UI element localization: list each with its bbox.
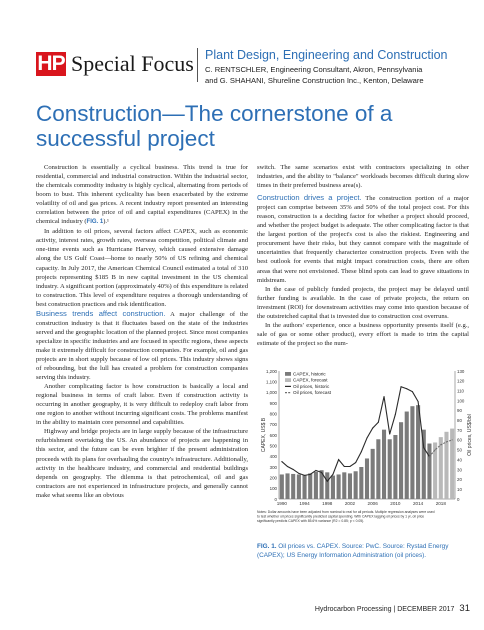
capex-bar [280, 474, 284, 499]
y2-tick-label: 80 [457, 418, 462, 424]
oil-price-point [378, 422, 379, 423]
oil-price-point [281, 461, 282, 462]
capex-bar [297, 474, 301, 499]
oil-price-point [440, 444, 441, 445]
author-line-2: and G. SHAHANI, Shureline Construction Inc., Kenton, Delaware [205, 75, 424, 85]
hp-logo: HP [37, 52, 65, 75]
y2-tick-label: 20 [457, 477, 462, 483]
paragraph [257, 193, 469, 284]
x-tick-label: 2002 [344, 501, 356, 506]
chart-notes-line: to test whether oil prices significantly predicted capital spending. With CAPEX lagging oil prices by 1 yr, oil price [257, 514, 425, 519]
capex-bar [365, 458, 369, 499]
capex-bar [416, 405, 420, 499]
article-title: Construction—The cornerstone of a successful project [36, 101, 393, 151]
paragraph: In the authors' experience, once a business opportunity presents itself (e.g., sale of gas or some other product), every effort is made to trim the capital estimate of the project so the num- [257, 321, 469, 347]
y2-tick-label: 50 [457, 447, 462, 453]
x-tick-label: 2010 [390, 501, 401, 506]
y-tick-label: 300 [269, 464, 277, 470]
capex-oil-chart [257, 367, 477, 541]
y-axis-label: CAPEX, US$ B [261, 417, 267, 453]
oil-price-point [304, 475, 305, 476]
x-tick-label: 1990 [276, 501, 287, 506]
figure-reference-link[interactable]: FIG. 1 [86, 219, 104, 226]
y-tick-label: 700 [269, 422, 277, 428]
figure-1-chart [257, 367, 477, 541]
capex-bar [342, 472, 346, 499]
y2-tick-label: 120 [457, 378, 465, 384]
oil-price-point [321, 472, 322, 473]
oil-price-point [423, 447, 424, 448]
oil-price-point [366, 437, 367, 438]
capex-bar [285, 473, 289, 499]
oil-price-point [435, 449, 436, 450]
y-tick-label: 1,100 [266, 379, 277, 385]
caption-label: FIG. 1. [257, 543, 277, 550]
capex-bar [303, 475, 307, 499]
oil-price-point [446, 441, 447, 442]
oil-price-point [406, 388, 407, 389]
capex-bar [410, 406, 414, 499]
y-tick-label: 1,000 [266, 390, 277, 396]
x-tick-label: 2018 [435, 501, 446, 506]
y2-tick-label: 10 [457, 486, 462, 492]
x-tick-label: 1994 [299, 501, 310, 506]
caption-text: Oil prices vs. CAPEX. Source: PwC. Source: Rystad Energy (CAPEX); US Energy Information Administration (oil prices). [257, 543, 449, 559]
y-tick-label: 900 [269, 400, 277, 406]
paragraph: Highway and bridge projects are in large supply because of the infrastructure refurbishment overtaking the US. An abundance of projects are happening in this sector, and the future can be even brighter if the present administration proceeds with its plans for overhauling the country's infrastructure. Additionally, activity in the healthcare industry, and commercial and residential buildings depends on geography. The dilemma is that petrochemical, oil and gas contractors are not experienced in infrastructure projects, and generally cannot make what seems like an obvious [36, 428, 248, 499]
oil-price-point [361, 451, 362, 452]
legend-label: Oil prices, historic [293, 383, 330, 389]
capex-bar [308, 473, 312, 499]
capex-bar [399, 422, 403, 499]
legend-label: CAPEX, forecast [293, 377, 328, 383]
capex-bar [325, 472, 329, 499]
y2-tick-label: 130 [457, 368, 465, 374]
capex-bar [405, 412, 409, 499]
paragraph [36, 163, 248, 227]
y2-tick-label: 70 [457, 427, 462, 433]
section-title: Special Focus [71, 51, 194, 76]
capex-bar [382, 430, 386, 499]
y2-tick-label: 90 [457, 408, 462, 414]
oil-price-point [298, 473, 299, 474]
legend-swatch [285, 378, 291, 382]
y-tick-label: 1,200 [266, 368, 277, 374]
chart-notes-line: Notes: Dollar amounts have been adjusted from nominal to real for all periods. Multiple regression analyses were used [257, 510, 435, 514]
page-header [0, 0, 484, 92]
legend-label: Oil prices, forecast [293, 390, 332, 396]
oil-price-point [418, 401, 419, 402]
paragraph-text: ).¹ [103, 218, 109, 226]
paragraph: switch. The same scenarios exist with contractors specializing in other industries, and the ability to "balance" workloads becomes difficult during slow times in their preferred business area(s). [257, 164, 469, 190]
left-column [36, 163, 248, 500]
x-tick-label: 1998 [322, 501, 333, 506]
y-tick-label: 600 [269, 432, 277, 438]
capex-bar [393, 435, 397, 499]
capex-bar [376, 439, 380, 499]
chart-notes-line: significantly predicts CAPEX with 85.6% variance (R2 = 0.85; p < 0.05). [257, 518, 365, 523]
oil-price-point [412, 391, 413, 392]
paragraph: In the case of publicly funded projects, the project may be delayed until further funding is available. In the case of private projects, the return on investment (ROI) for downstream activities may come into question because of the outstretched capital that is invested due to construction cost overruns. [257, 285, 469, 320]
y-tick-label: 100 [269, 486, 277, 492]
header-divider [197, 48, 198, 82]
oil-price-point [395, 414, 396, 415]
x-tick-label: 2014 [412, 501, 424, 506]
oil-price-point [332, 474, 333, 475]
oil-price-point [452, 439, 453, 440]
y2-tick-label: 100 [457, 398, 465, 404]
legend-swatch [285, 372, 291, 376]
capex-bar [371, 449, 375, 499]
chart-notes [257, 510, 435, 523]
y2-tick-label: 40 [457, 457, 462, 463]
right-column [257, 163, 469, 348]
y-tick-label: 0 [274, 496, 277, 502]
oil-price-point [293, 469, 294, 470]
capex-bar [354, 471, 358, 499]
oil-price-point [338, 459, 339, 460]
page-footer [315, 603, 470, 614]
department-title: Plant Design, Engineering and Construction [205, 48, 448, 62]
y2-tick-label: 0 [457, 496, 460, 502]
y2-axis-label: Oil prices, US$/bbl [467, 414, 473, 456]
paragraph-text: The construction portion of a major project can comprise between 35% and 50% of the total project cost. For this reason, construction is a deciding factor for whether a project should proceed, and whether the project budget is adequate. The other complicating factor is that the largest portion of the project's cost is also the riskiest. Engineering and procurement have their risks, but they cannot compare with the magnitude of uncertainties that frequently characterize construction projects. Even with the best outlook for events that might impact construction costs, there are often areas that were not envisioned. These blind spots can lead to grave situations in midstream. [257, 195, 469, 284]
oil-price-point [389, 433, 390, 434]
capex-bar [314, 472, 318, 499]
oil-price-point [429, 456, 430, 457]
legend-label: CAPEX, historic [293, 371, 326, 377]
y2-tick-label: 110 [457, 388, 464, 394]
oil-price-point [315, 470, 316, 471]
author-line-1: C. RENTSCHLER, Engineering Consultant, Akron, Pennsylvania [205, 65, 423, 74]
y2-tick-label: 30 [457, 467, 462, 473]
figure-caption [257, 543, 471, 561]
oil-price-point [327, 481, 328, 482]
paragraph [36, 309, 248, 382]
capex-bar [427, 444, 431, 499]
y-tick-label: 400 [269, 454, 277, 460]
capex-bar [331, 476, 335, 499]
oil-price-point [401, 386, 402, 387]
publication-name: Hydrocarbon Processing | DECEMBER 2017 [314, 606, 455, 613]
subheading: Business trends affect construction. [36, 308, 166, 318]
oil-price-point [287, 466, 288, 467]
paragraph-text: Construction is essentially a cyclical business. This trend is true for residential, commercial and industrial construction. Within the industrial sector, the chemicals commodity industry is highly cyclical, alternating from periods of boom to bust. This inherent cyclicality has been exacerbated by the extreme volatility of oil and gas prices. A recent industry report presented an interesting correlation between the price of oil and capital expenditures (CAPEX) in the chemical industry ( [36, 164, 248, 226]
capex-bar [337, 474, 341, 499]
paragraph: Another complicating factor is how construction is basically a local and regional business in terms of craft labor. Even if construction activity is occurring in another geography, it is very difficult to redeploy craft labor from one region to another without incurring significant costs. The problems manifest in the ability to maintain core personnel and capabilities. [36, 383, 248, 427]
capex-bar [291, 474, 295, 499]
page-number: 31 [459, 603, 470, 614]
capex-bar [359, 467, 363, 499]
oil-price-point [372, 428, 373, 429]
subheading: Construction drives a project. [257, 193, 362, 203]
oil-price-point [355, 462, 356, 463]
y-tick-label: 800 [269, 411, 277, 417]
paragraph: In addition to oil prices, several factors affect CAPEX, such as economic activity, interest rates, growth rates, overseas competition, political climate and one-time events such as Hurricane Harvey, which caused extensive damage along the US Gulf Coast—home to nearly 50% of US refining and chemical capacity. In July 2017, the American Chemical Council estimated a total of 310 projects representing $185 B in new capital investment in the US chemical industry. A significant portion (approximately 40%) of this expenditure is related to construction. This level of expenditure requires a thorough understanding of best construction practices and risk identification. [36, 228, 248, 308]
oil-price-point [344, 466, 345, 467]
oil-price-point [349, 466, 350, 467]
capex-bar [388, 439, 392, 499]
oil-price-point [310, 474, 311, 475]
oil-price-point [383, 396, 384, 397]
capex-bar [450, 429, 454, 499]
y-tick-label: 500 [269, 443, 277, 449]
paragraph-text: A major challenge of the construction industry is that it fluctuates based on the state of the industries served and the geographic location of the planned project. Since most companies specialize in specific industries and are focused in specific regions, these aspects make it extremely difficult for construction companies. For example, oil and gas projects are in short supply because of low oil prices. This industry shows signs of rebounding, but the lull has created a problem for construction companies serving this industry. [36, 310, 248, 382]
x-tick-label: 2006 [367, 501, 378, 506]
y-tick-label: 200 [269, 475, 277, 481]
capex-bar [348, 473, 352, 499]
y2-tick-label: 60 [457, 437, 462, 443]
author-block [205, 65, 475, 86]
